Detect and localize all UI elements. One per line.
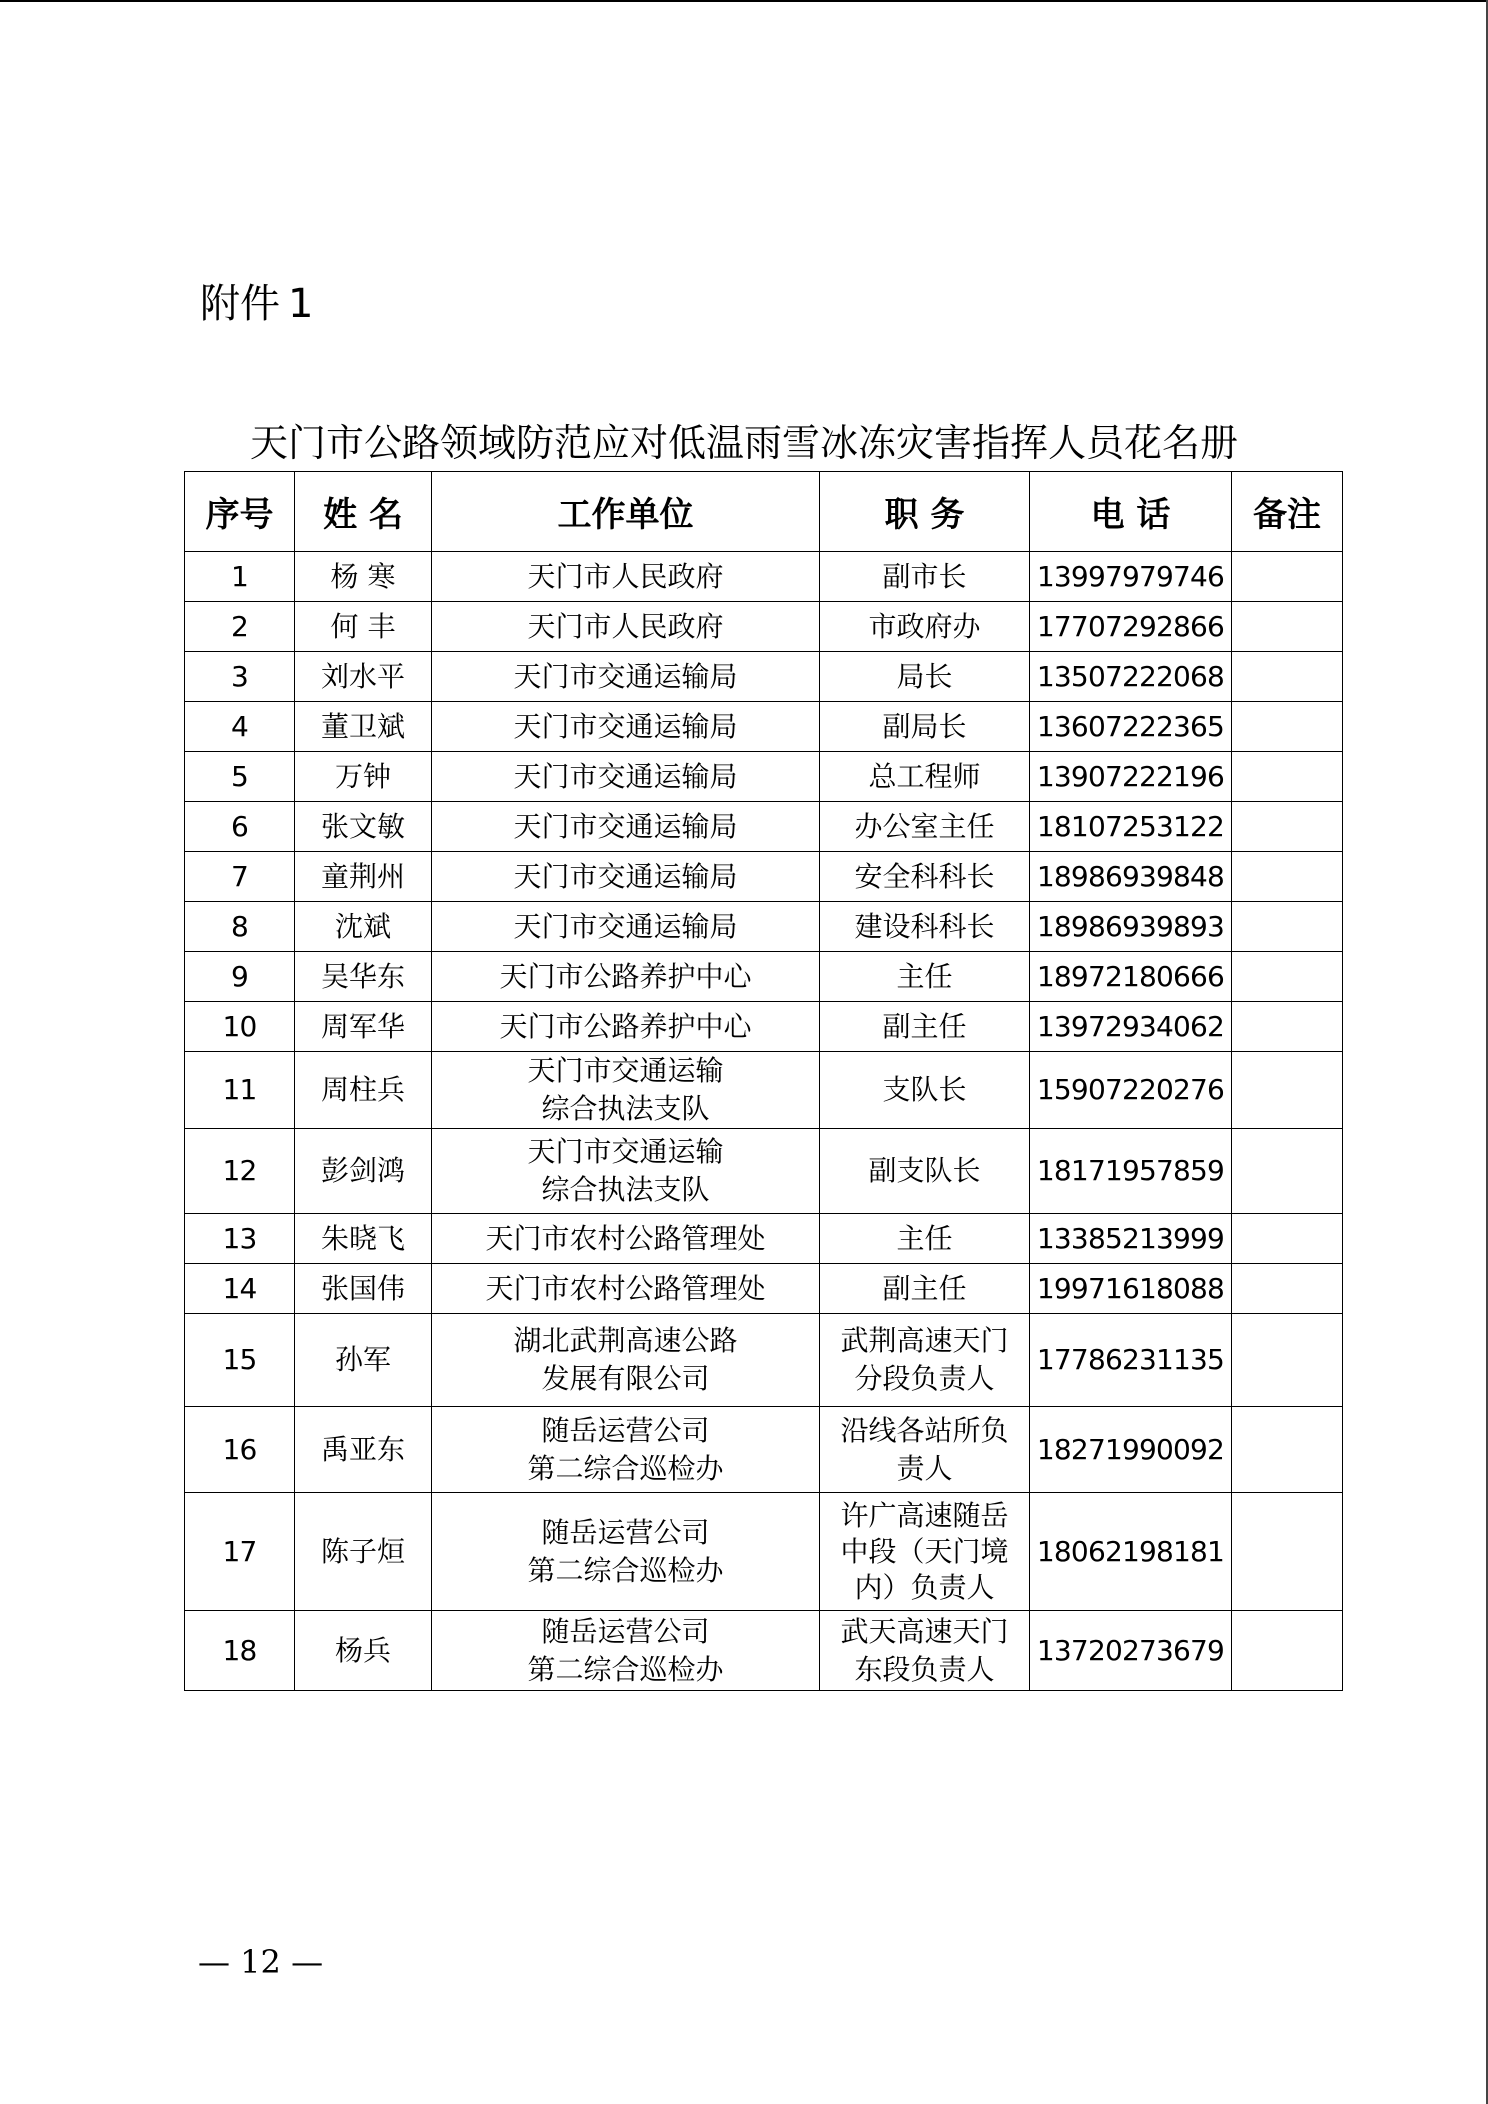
cell-position	[820, 1214, 1030, 1264]
cell-org-line: 天门市交通运输局	[513, 709, 738, 743]
cell-name: 万钟	[295, 752, 432, 802]
cell-position	[820, 1493, 1030, 1611]
cell-name: 杨 寒	[295, 552, 432, 602]
cell-org-line: 随岳运营公司	[541, 1614, 710, 1648]
cell-position	[820, 952, 1030, 1002]
cell-no: 9	[185, 952, 295, 1002]
cell-org	[432, 1611, 820, 1691]
cell-name: 彭剑鸿	[295, 1129, 432, 1214]
cell-org	[432, 1129, 820, 1214]
cell-org-line: 天门市交通运输	[527, 1135, 724, 1168]
cell-org	[432, 1264, 820, 1314]
cell-no: 16	[185, 1407, 295, 1493]
cell-note	[1232, 552, 1343, 602]
cell-org-line: 天门市公路养护中心	[499, 959, 752, 993]
cell-no: 5	[185, 752, 295, 802]
cell-phone: 18062198181	[1030, 1493, 1232, 1611]
cell-org-line: 综合执法支队	[541, 1173, 710, 1206]
cell-position	[820, 1314, 1030, 1407]
cell-note	[1232, 702, 1343, 752]
cell-phone: 15907220276	[1030, 1052, 1232, 1129]
table-row	[185, 702, 1343, 752]
table-row	[185, 802, 1343, 852]
cell-org-line: 第二综合巡检办	[527, 1652, 724, 1686]
cell-no: 4	[185, 702, 295, 752]
cell-org	[432, 552, 820, 602]
cell-org-line: 天门市人民政府	[527, 609, 724, 643]
header-name: 姓 名	[295, 472, 432, 552]
cell-position	[820, 1052, 1030, 1129]
cell-org-line: 随岳运营公司	[541, 1515, 710, 1549]
cell-position	[820, 652, 1030, 702]
table-row	[185, 1214, 1343, 1264]
cell-no: 7	[185, 852, 295, 902]
cell-no: 12	[185, 1129, 295, 1214]
cell-position	[820, 802, 1030, 852]
cell-org	[432, 1052, 820, 1129]
header-phone: 电 话	[1030, 472, 1232, 552]
cell-position	[820, 602, 1030, 652]
cell-org	[432, 602, 820, 652]
cell-org	[432, 952, 820, 1002]
cell-position-line: 副主任	[882, 1271, 967, 1305]
cell-position	[820, 752, 1030, 802]
table-row	[185, 1129, 1343, 1214]
cell-note	[1232, 602, 1343, 652]
cell-position-line: 市政府办	[868, 609, 981, 643]
cell-position	[820, 1407, 1030, 1493]
cell-org	[432, 652, 820, 702]
cell-position-line: 副支队长	[868, 1154, 981, 1187]
cell-phone: 17707292866	[1030, 602, 1232, 652]
cell-phone: 18986939848	[1030, 852, 1232, 902]
cell-position-line: 分段负责人	[854, 1362, 995, 1395]
cell-org	[432, 802, 820, 852]
cell-org-line: 天门市交通运输局	[513, 909, 738, 943]
cell-org-line: 天门市交通运输局	[513, 659, 738, 693]
cell-position-line: 武荆高速天门	[840, 1324, 1009, 1357]
cell-org	[432, 752, 820, 802]
cell-note	[1232, 1214, 1343, 1264]
cell-position-line: 主任	[896, 1221, 953, 1255]
cell-note	[1232, 1407, 1343, 1493]
cell-note	[1232, 1611, 1343, 1691]
cell-position-line: 责人	[896, 1451, 953, 1485]
table-row	[185, 552, 1343, 602]
cell-note	[1232, 952, 1343, 1002]
cell-note	[1232, 1264, 1343, 1314]
cell-position-line: 沿线各站所负	[840, 1413, 1009, 1447]
cell-no: 1	[185, 552, 295, 602]
cell-no: 11	[185, 1052, 295, 1129]
header-note: 备注	[1232, 472, 1343, 552]
cell-position-line: 办公室主任	[854, 809, 995, 843]
cell-position-line: 内）负责人	[854, 1570, 995, 1604]
cell-org	[432, 902, 820, 952]
roster-body	[185, 552, 1343, 1691]
cell-org-line: 第二综合巡检办	[527, 1451, 724, 1485]
table-row	[185, 1002, 1343, 1052]
cell-note	[1232, 802, 1343, 852]
cell-name: 周军华	[295, 1002, 432, 1052]
cell-name: 刘水平	[295, 652, 432, 702]
cell-org-line: 随岳运营公司	[541, 1413, 710, 1447]
cell-note	[1232, 902, 1343, 952]
cell-position-line: 主任	[896, 959, 953, 993]
cell-name: 董卫斌	[295, 702, 432, 752]
document-title: 天门市公路领域防范应对低温雨雪冰冻灾害指挥人员花名册	[249, 421, 1238, 465]
cell-position-line: 副局长	[882, 709, 967, 743]
cell-name: 沈斌	[295, 902, 432, 952]
table-row	[185, 1493, 1343, 1611]
cell-name: 童荆州	[295, 852, 432, 902]
cell-note	[1232, 652, 1343, 702]
cell-phone: 18986939893	[1030, 902, 1232, 952]
cell-note	[1232, 1493, 1343, 1611]
roster-table	[184, 471, 1343, 1691]
cell-phone: 18972180666	[1030, 952, 1232, 1002]
cell-note	[1232, 1129, 1343, 1214]
table-row	[185, 902, 1343, 952]
cell-phone: 17786231135	[1030, 1314, 1232, 1407]
cell-no: 2	[185, 602, 295, 652]
header-org: 工作单位	[432, 472, 820, 552]
cell-no: 15	[185, 1314, 295, 1407]
cell-note	[1232, 1314, 1343, 1407]
cell-no: 8	[185, 902, 295, 952]
cell-phone: 18107253122	[1030, 802, 1232, 852]
cell-position	[820, 1129, 1030, 1214]
cell-position	[820, 702, 1030, 752]
attachment-number: 1	[288, 281, 314, 327]
cell-name: 杨兵	[295, 1611, 432, 1691]
cell-no: 10	[185, 1002, 295, 1052]
cell-position-line: 副主任	[882, 1009, 967, 1043]
table-row	[185, 1407, 1343, 1493]
table-row	[185, 1052, 1343, 1129]
cell-name: 张国伟	[295, 1264, 432, 1314]
top-border-line	[0, 0, 1488, 2]
table-row	[185, 1264, 1343, 1314]
cell-phone: 18171957859	[1030, 1129, 1232, 1214]
cell-name: 何 丰	[295, 602, 432, 652]
attachment-word: 附件	[200, 281, 280, 327]
table-row	[185, 1314, 1343, 1407]
cell-position	[820, 902, 1030, 952]
cell-position-line: 总工程师	[868, 759, 981, 793]
cell-org	[432, 1214, 820, 1264]
table-row	[185, 602, 1343, 652]
cell-phone: 13507222068	[1030, 652, 1232, 702]
cell-name: 孙军	[295, 1314, 432, 1407]
table-row	[185, 852, 1343, 902]
cell-name: 周柱兵	[295, 1052, 432, 1129]
cell-no: 6	[185, 802, 295, 852]
cell-phone: 13385213999	[1030, 1214, 1232, 1264]
cell-position-line: 局长	[896, 659, 953, 693]
cell-no: 18	[185, 1611, 295, 1691]
cell-name: 朱晓飞	[295, 1214, 432, 1264]
cell-phone: 13972934062	[1030, 1002, 1232, 1052]
cell-position-line: 东段负责人	[854, 1652, 995, 1686]
cell-org	[432, 1002, 820, 1052]
cell-phone: 13720273679	[1030, 1611, 1232, 1691]
cell-position-line: 武天高速天门	[840, 1614, 1009, 1648]
cell-name: 禹亚东	[295, 1407, 432, 1493]
cell-no: 14	[185, 1264, 295, 1314]
cell-org-line: 湖北武荆高速公路	[513, 1324, 738, 1357]
cell-org	[432, 702, 820, 752]
cell-org-line: 天门市农村公路管理处	[485, 1271, 766, 1305]
table-row	[185, 1611, 1343, 1691]
cell-position-line: 副市长	[882, 559, 967, 593]
cell-phone: 13907222196	[1030, 752, 1232, 802]
cell-position-line: 安全科科长	[854, 859, 995, 893]
cell-org	[432, 852, 820, 902]
cell-org-line: 天门市交通运输	[527, 1054, 724, 1087]
table-row	[185, 652, 1343, 702]
cell-position	[820, 1002, 1030, 1052]
cell-position	[820, 1264, 1030, 1314]
table-row	[185, 752, 1343, 802]
cell-org	[432, 1407, 820, 1493]
cell-no: 17	[185, 1493, 295, 1611]
cell-org-line: 发展有限公司	[541, 1362, 710, 1395]
cell-org-line: 第二综合巡检办	[527, 1553, 724, 1587]
cell-org-line: 综合执法支队	[541, 1092, 710, 1125]
cell-phone: 13997979746	[1030, 552, 1232, 602]
table-row	[185, 952, 1343, 1002]
page-number: — 12 —	[198, 1943, 324, 1981]
header-position: 职 务	[820, 472, 1030, 552]
cell-position-line: 中段（天门境	[840, 1534, 1009, 1568]
cell-no: 3	[185, 652, 295, 702]
cell-note	[1232, 1002, 1343, 1052]
cell-org	[432, 1493, 820, 1611]
cell-name: 吴华东	[295, 952, 432, 1002]
cell-position-line: 建设科科长	[854, 909, 995, 943]
cell-position-line: 支队长	[882, 1073, 967, 1106]
cell-org-line: 天门市农村公路管理处	[485, 1221, 766, 1255]
cell-note	[1232, 852, 1343, 902]
cell-org-line: 天门市交通运输局	[513, 809, 738, 843]
cell-no: 13	[185, 1214, 295, 1264]
table-header-row	[185, 472, 1343, 552]
cell-name: 张文敏	[295, 802, 432, 852]
cell-position	[820, 552, 1030, 602]
cell-phone: 13607222365	[1030, 702, 1232, 752]
cell-phone: 18271990092	[1030, 1407, 1232, 1493]
cell-position	[820, 1611, 1030, 1691]
cell-note	[1232, 752, 1343, 802]
cell-org-line: 天门市公路养护中心	[499, 1009, 752, 1043]
cell-org-line: 天门市交通运输局	[513, 859, 738, 893]
cell-org-line: 天门市交通运输局	[513, 759, 738, 793]
cell-phone: 19971618088	[1030, 1264, 1232, 1314]
cell-name: 陈子烜	[295, 1493, 432, 1611]
header-no: 序号	[185, 472, 295, 552]
cell-org	[432, 1314, 820, 1407]
cell-position	[820, 852, 1030, 902]
attachment-label	[200, 276, 313, 332]
cell-note	[1232, 1052, 1343, 1129]
cell-position-line: 许广高速随岳	[840, 1498, 1009, 1532]
cell-org-line: 天门市人民政府	[527, 559, 724, 593]
